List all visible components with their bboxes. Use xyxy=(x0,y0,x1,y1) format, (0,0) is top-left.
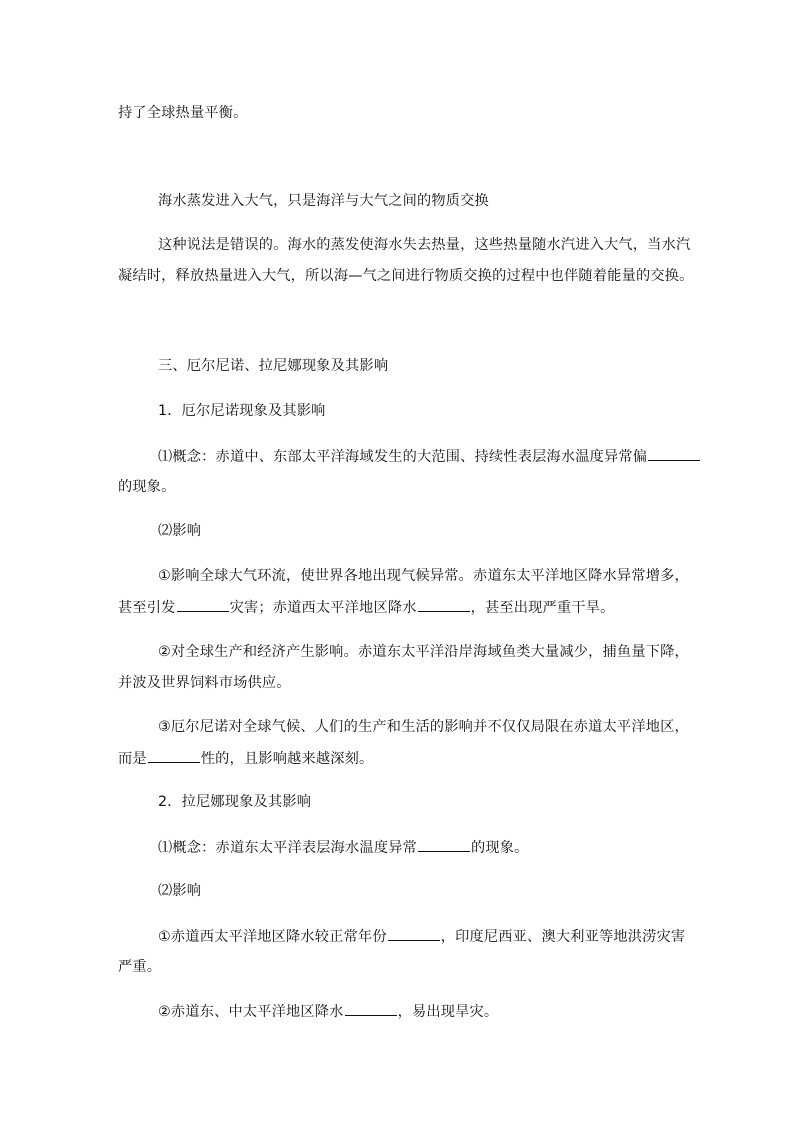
text-el-nino-impact-2-2: 并波及世界饲料市场供应。 xyxy=(118,675,291,691)
text-la-nina-impact-1-1a: ①赤道西太平洋地区降水较正常年份 xyxy=(158,929,387,945)
subsection-2-title xyxy=(158,792,311,812)
la-nina-impact-label xyxy=(158,881,201,901)
answer-line-1 xyxy=(158,235,690,255)
text-answer-2: 凝结时，释放热量进入大气，所以海—气之间进行物质交换的过程中也伴随着能量的交换。 xyxy=(118,268,694,284)
el-nino-impact-3-line-2 xyxy=(118,748,373,769)
section-3-title xyxy=(158,356,388,376)
subsection-1-title xyxy=(158,401,326,421)
text-el-nino-impact-1-1: ①影响全球大气环流，使世界各地出现气候异常。赤道东太平洋地区降水异常增多， xyxy=(158,568,689,584)
la-nina-impact-1-line-1 xyxy=(158,926,685,947)
text-section-3-title: 三、厄尔尼诺、拉尼娜现象及其影响 xyxy=(158,358,389,374)
el-nino-impact-2-line-2 xyxy=(118,673,291,693)
text-la-nina-concept-b: 的现象。 xyxy=(470,840,529,856)
fill-in-blank[interactable] xyxy=(388,926,440,941)
el-nino-impact-2-line-1 xyxy=(158,642,689,662)
text-el-nino-impact-1-2b: 灾害；赤道西太平洋地区降水 xyxy=(229,600,417,616)
text-el-nino-impact-2-1: ②对全球生产和经济产生影响。赤道东太平洋沿岸海域鱼类大量减少，捕鱼量下降， xyxy=(158,644,689,660)
text-q-statement: 海水蒸发进入大气，只是海洋与大气之间的物质交换 xyxy=(158,193,489,209)
answer-line-2 xyxy=(118,266,694,286)
fill-in-blank[interactable] xyxy=(345,1001,397,1016)
el-nino-concept-line-2 xyxy=(118,477,176,497)
text-el-nino-impact-1-2c: ，甚至出现严重干旱。 xyxy=(470,600,615,616)
el-nino-impact-1-line-1 xyxy=(158,566,689,586)
fill-in-blank[interactable] xyxy=(177,597,229,612)
text-el-nino-impact-3-1: ③厄尔尼诺对全球气候、人们的生产和生活的影响并不仅仅局限在赤道太平洋地区， xyxy=(158,719,689,735)
text-la-nina-impact-2a: ②赤道东、中太平洋地区降水 xyxy=(158,1004,344,1020)
fill-in-blank[interactable] xyxy=(648,446,700,461)
text-el-nino-impact-1-2a: 甚至引发 xyxy=(118,600,176,616)
text-answer-1: 这种说法是错误的。海水的蒸发使海水失去热量，这些热量随水汽进入大气，当水汽 xyxy=(158,237,691,253)
text-el-nino-concept-1: ⑴概念：赤道中、东部太平洋海域发生的大范围、持续性表层海水温度异常偏 xyxy=(158,449,648,465)
la-nina-impact-1-line-2 xyxy=(118,957,161,977)
text-la-nina-impact-label: ⑵影响 xyxy=(158,883,202,899)
text-el-nino-impact-label: ⑵影响 xyxy=(158,523,202,539)
text-subsection-2-title: 2．拉尼娜现象及其影响 xyxy=(158,794,312,810)
question-statement xyxy=(158,191,489,211)
el-nino-impact-label xyxy=(158,521,201,541)
text-la-nina-impact-1-1b: ，印度尼西亚、澳大利亚等地洪涝灾害 xyxy=(440,929,686,945)
la-nina-impact-2 xyxy=(158,1001,498,1022)
text-el-nino-concept-2: 的现象。 xyxy=(118,479,176,495)
text-el-nino-impact-3-2a: 而是 xyxy=(118,751,147,767)
text-la-nina-concept-a: ⑴概念：赤道东太平洋表层海水温度异常 xyxy=(158,840,417,856)
text-el-nino-impact-3-2b: 性的，且影响越来越深刻。 xyxy=(200,751,374,767)
el-nino-concept-line-1 xyxy=(158,446,701,467)
el-nino-impact-1-line-2 xyxy=(118,597,615,618)
fill-in-blank[interactable] xyxy=(418,597,470,612)
text-subsection-1-title: 1．厄尔尼诺现象及其影响 xyxy=(158,403,326,419)
text-la-nina-impact-2b: ，易出现旱灾。 xyxy=(397,1004,499,1020)
text-p1-cont: 持了全球热量平衡。 xyxy=(118,105,248,121)
el-nino-impact-3-line-1 xyxy=(158,717,689,737)
fill-in-blank[interactable] xyxy=(148,748,200,763)
fill-in-blank[interactable] xyxy=(418,837,470,852)
paragraph-continuation xyxy=(118,103,248,123)
text-la-nina-impact-1-2: 严重。 xyxy=(118,959,162,975)
la-nina-concept xyxy=(158,837,529,858)
